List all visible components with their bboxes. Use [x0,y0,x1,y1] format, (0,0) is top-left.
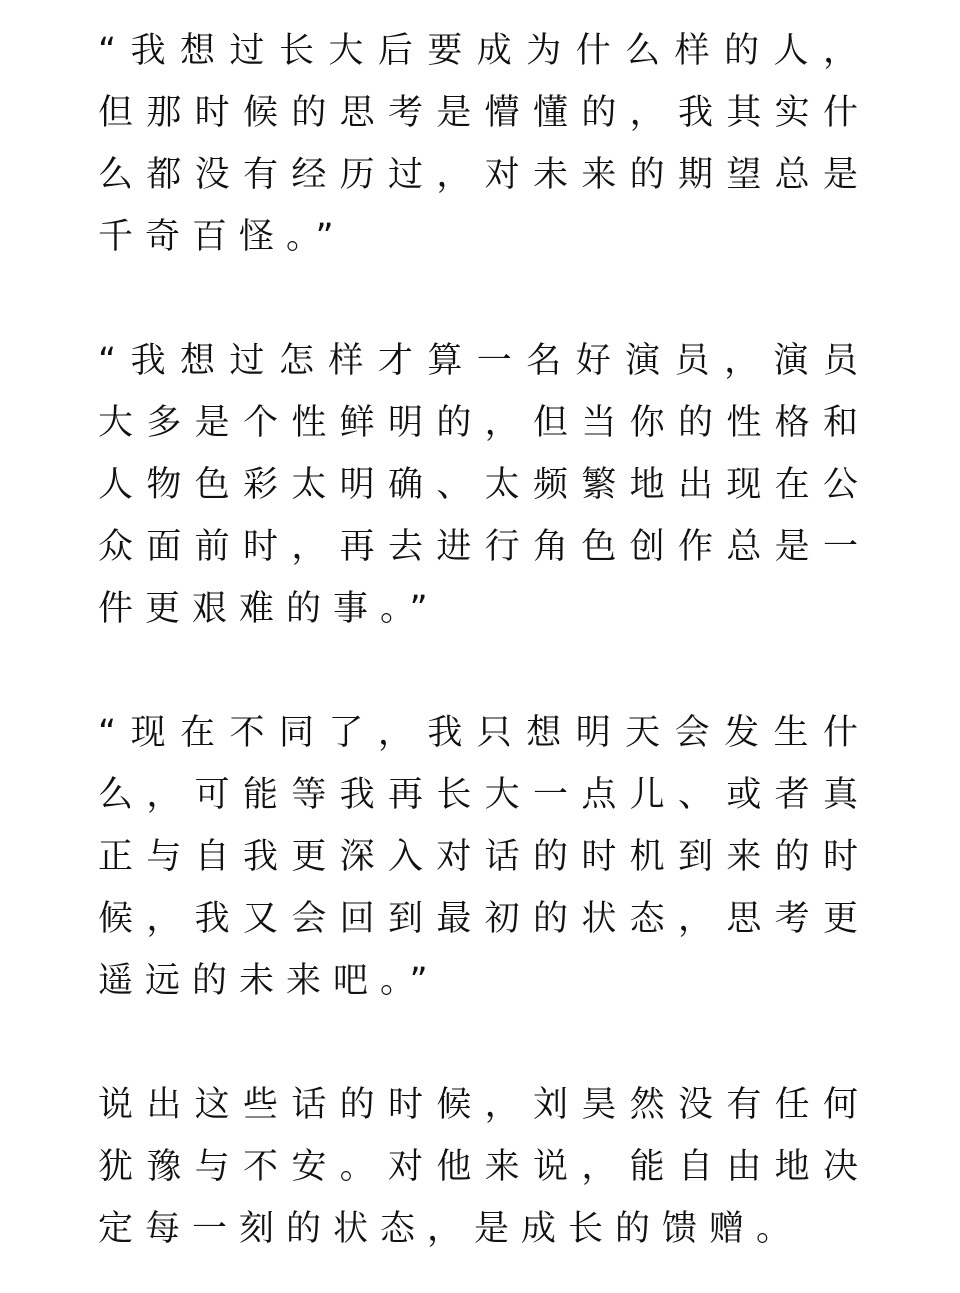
paragraph-1: “我想过长大后要成为什么样的人，但那时候的思考是懵懂的，我其实什么都没有经历过，对未来的期望总是千奇百怪。” [98,31,870,257]
article-body [98,20,870,1260]
paragraph-3: “现在不同了，我只想明天会发生什么，可能等我再长大一点儿、或者真正与自我更深入对话的时机到来的时候，我又会回到最初的状态，思考更遥远的未来吧。” [98,713,870,1001]
paragraph-2: “我想过怎样才算一名好演员，演员大多是个性鲜明的，但当你的性格和人物色彩太明确、太频繁地出现在公众面前时，再去进行角色创作总是一件更艰难的事。” [98,341,870,629]
paragraph-4: 说出这些话的时候，刘昊然没有任何犹豫与不安。对他来说，能自由地决定每一刻的状态，是成长的馈赠。 [98,1085,870,1249]
